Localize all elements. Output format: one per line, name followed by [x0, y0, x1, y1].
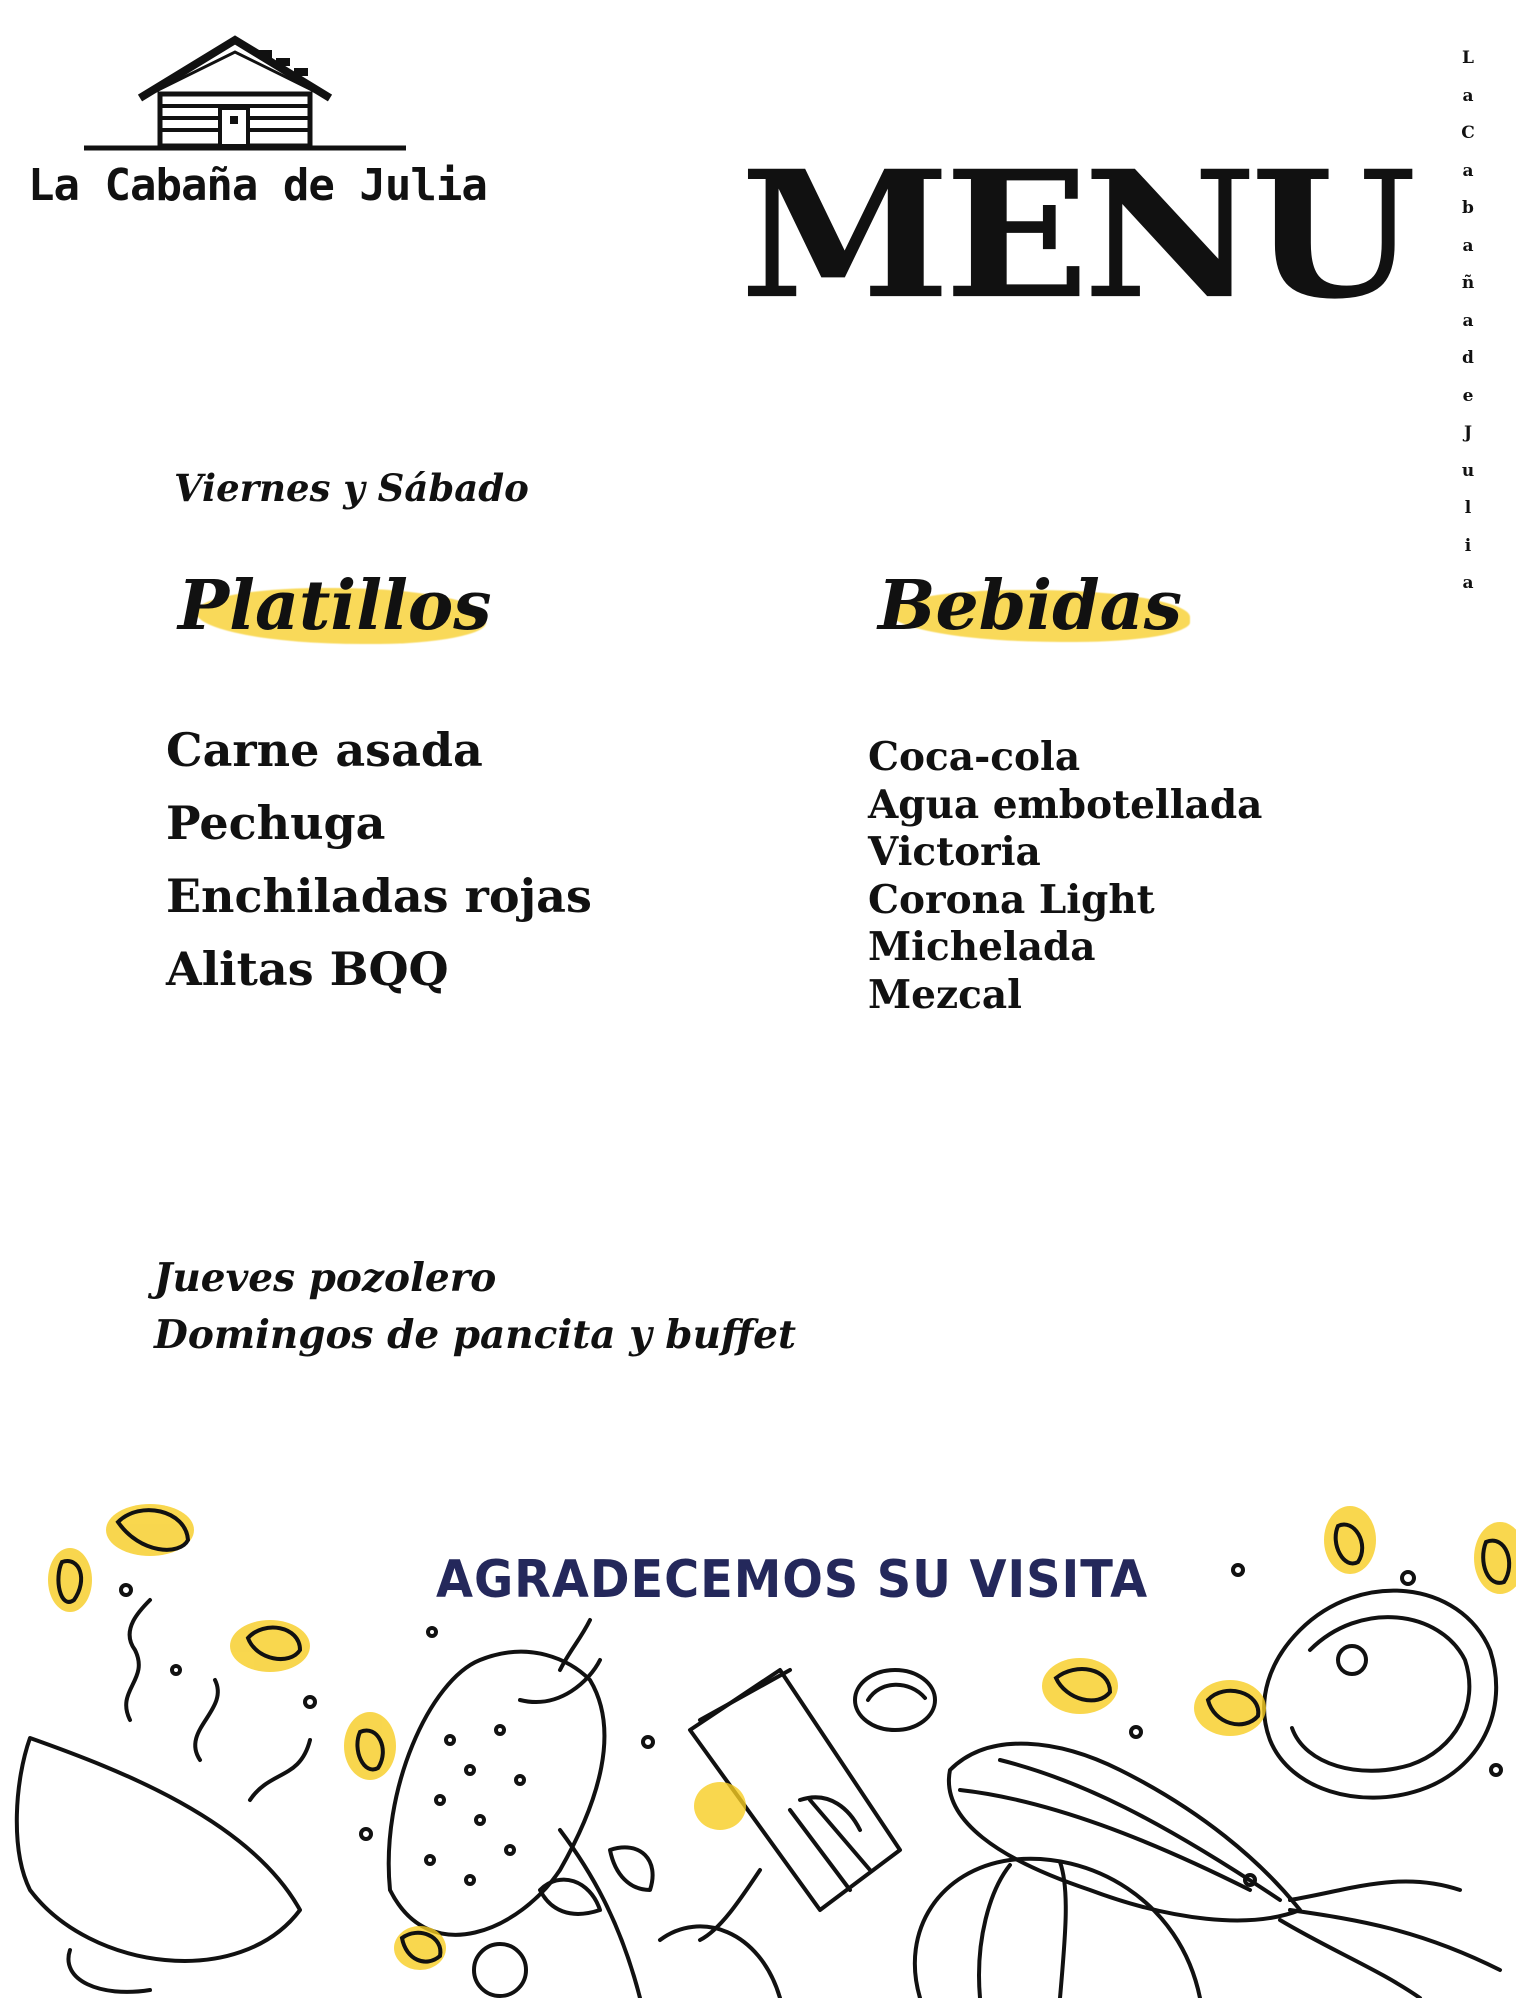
- special-line: Jueves pozolero: [154, 1255, 497, 1301]
- vertical-letter: b: [1462, 198, 1474, 218]
- brand-logo: [20, 28, 490, 228]
- dishes-heading: Platillos: [178, 566, 492, 646]
- vertical-letter: e: [1462, 385, 1474, 406]
- list-item: Michelada: [868, 924, 1096, 970]
- specials: [154, 1250, 796, 1364]
- page-title: MENU: [740, 132, 1411, 338]
- herb-icon: [540, 1830, 653, 1998]
- cabin-icon: [80, 28, 410, 158]
- drinks-heading: Bebidas: [878, 566, 1183, 646]
- vertical-letter: a: [1462, 235, 1474, 256]
- vertical-letter: ñ: [1461, 273, 1475, 293]
- list-item: Alitas BQQ: [166, 942, 449, 996]
- special-line: Domingos de pancita y buffet: [154, 1312, 797, 1358]
- list-item: Agua embotellada: [868, 781, 1263, 828]
- vertical-letter: l: [1464, 498, 1472, 518]
- vertical-letter: L: [1462, 48, 1474, 68]
- corn-icon: [949, 1744, 1500, 1998]
- list-item: Carne asada: [166, 723, 483, 777]
- vertical-letter: a: [1462, 85, 1474, 106]
- vertical-letter: a: [1462, 160, 1474, 181]
- chili-pepper-icon: [389, 1620, 605, 1935]
- tomato-icon: [855, 1670, 935, 1730]
- list-item: Mezcal: [868, 971, 1022, 1018]
- vertical-letter: a: [1462, 573, 1474, 593]
- vertical-letter: C: [1461, 123, 1475, 143]
- list-item: Pechuga: [166, 796, 386, 850]
- list-item: Corona Light: [868, 876, 1155, 923]
- days-label: Viernes y Sábado: [174, 466, 529, 510]
- brand-name: La Cabaña de Julia: [28, 160, 487, 211]
- vertical-brand-text: [1456, 40, 1480, 603]
- vertical-letter: J: [1463, 423, 1473, 443]
- steak-icon: [1264, 1591, 1496, 1798]
- vertical-letter: i: [1464, 535, 1472, 556]
- thanks-banner: AGRADECEMOS SU VISITA: [436, 1550, 1149, 1610]
- vertical-letter: d: [1462, 348, 1474, 368]
- drinks-list: [868, 734, 1262, 1019]
- dishes-list: [166, 714, 592, 1006]
- list-item: Coca-cola: [868, 734, 1081, 780]
- list-item: Enchiladas rojas: [166, 869, 592, 923]
- list-item: Victoria: [868, 829, 1041, 875]
- vertical-letter: a: [1462, 310, 1474, 331]
- vertical-letter: u: [1461, 460, 1475, 481]
